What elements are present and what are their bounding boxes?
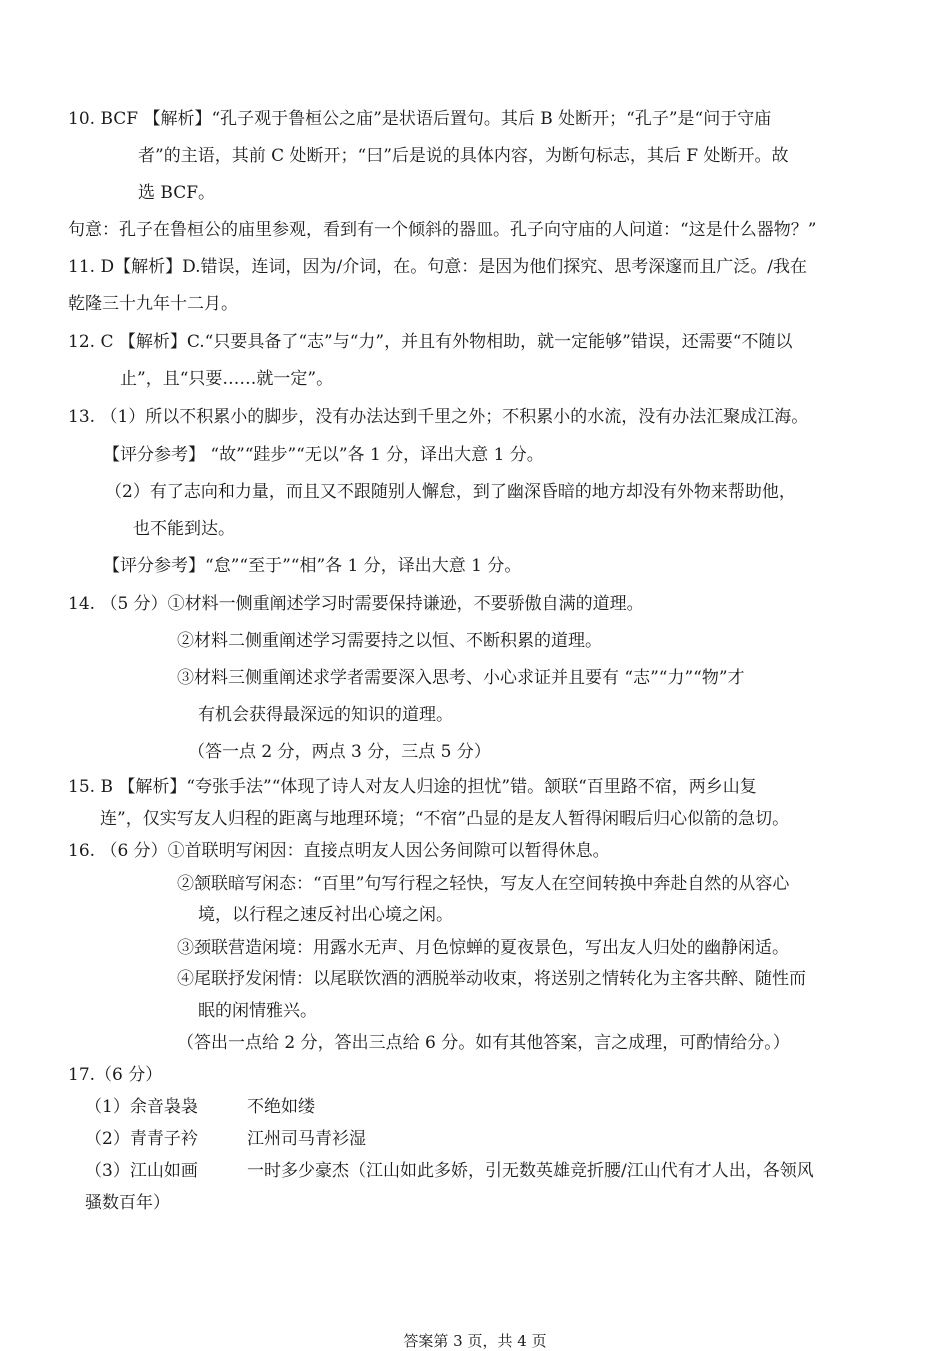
q13-part2-line1: （2）有了志向和力量，而且又不跟随别人懈怠，到了幽深昏暗的地方却没有外物来帮助他， xyxy=(105,482,796,502)
q14-line2: ②材料二侧重阐述学习需要持之以恒、不断积累的道理。 xyxy=(177,631,602,651)
q17-item-answer: 一时多少豪杰（江山如此多娇，引无数英雄竞折腰/江山代有才人出，各领风 xyxy=(247,1161,814,1181)
q13-part1: 13. （1）所以不积累小的脚步，没有办法达到千里之外；不积累小的水流，没有办法汇聚成江海。 xyxy=(68,407,809,427)
q14-line1: 14. （5 分）①材料一侧重阐述学习时需要保持谦逊，不要骄傲自满的道理。 xyxy=(68,594,644,614)
q14-line4: 有机会获得最深远的知识的道理。 xyxy=(198,705,453,725)
q17-item-wrap: 骚数百年） xyxy=(85,1193,170,1213)
q10-line2: 者”的主语，其前 C 处断开；“曰”后是说的具体内容，为断句标志，其后 F 处断开。故 xyxy=(138,146,789,166)
q16-line6: 眠的闲情雅兴。 xyxy=(198,1001,317,1021)
q15-line1: 15. B 【解析】“夸张手法”“体现了诗人对友人归途的担忧”错。颔联“百里路不宿，两乡山复 xyxy=(68,777,757,797)
q14-line3: ③材料三侧重阐述求学者需要深入思考、小心求证并且要有 “志”“力”“物”才 xyxy=(177,668,745,688)
page-footer: 答案第 3 页，共 4 页 xyxy=(403,1332,547,1350)
q17-header: 17.（6 分） xyxy=(68,1065,163,1085)
q17-item-label: （2）青青子衿 xyxy=(85,1129,198,1149)
q16-line3: 境，以行程之速反衬出心境之闲。 xyxy=(198,905,453,925)
q10-translation: 句意：孔子在鲁桓公的庙里参观，看到有一个倾斜的器皿。孔子向守庙的人问道：“这是什么器物？” xyxy=(68,220,817,240)
q11-line1: 11. D【解析】D.错误，连词，因为/介词，在。句意：是因为他们探究、思考深邃而且广泛。/我在 xyxy=(68,257,807,277)
q15-line2: 连”，仅实写友人归程的距离与地理环境；“不宿”凸显的是友人暂得闲暇后归心似箭的急切。 xyxy=(100,809,790,829)
q17-item-label: （1）余音袅袅 xyxy=(85,1097,198,1117)
q11-line2: 乾隆三十九年十二月。 xyxy=(68,294,238,314)
q10-line3: 选 BCF。 xyxy=(138,183,216,203)
q17-item-label: （3）江山如画 xyxy=(85,1161,198,1181)
q16-scoring: （答出一点给 2 分，答出三点给 6 分。如有其他答案，言之成理，可酌情给分。） xyxy=(177,1033,790,1053)
q12-line2: 止”，且“只要……就一定”。 xyxy=(120,369,334,389)
q16-line1: 16. （6 分）①首联明写闲因：直接点明友人因公务间隙可以暂得休息。 xyxy=(68,841,610,861)
q10-line1: 10. BCF 【解析】“孔子观于鲁桓公之庙”是状语后置句。其后 B 处断开；“孔子”是“问于守庙 xyxy=(68,109,772,129)
q14-scoring: （答一点 2 分，两点 3 分，三点 5 分） xyxy=(188,742,491,762)
q17-item-answer: 江州司马青衫湿 xyxy=(247,1129,366,1149)
q16-line4: ③颈联营造闲境：用露水无声、月色惊蝉的夏夜景色，写出友人归处的幽静闲适。 xyxy=(177,938,789,958)
q13-score2: 【评分参考】“怠”“至于”“相”各 1 分，译出大意 1 分。 xyxy=(103,556,522,576)
q12-line1: 12. C 【解析】C.“只要具备了“志”与“力”，并且有外物相助，就一定能够”错误，还需要“不随以 xyxy=(68,332,793,352)
q16-line5: ④尾联抒发闲情：以尾联饮酒的洒脱举动收束，将送别之情转化为主客共醉、随性而 xyxy=(177,969,806,989)
q13-part2-line2: 也不能到达。 xyxy=(133,519,235,539)
q13-score1: 【评分参考】 “故”“跬步”“无以”各 1 分，译出大意 1 分。 xyxy=(103,445,544,465)
q17-item-answer: 不绝如缕 xyxy=(247,1097,315,1117)
q16-line2: ②颔联暗写闲态：“百里”句写行程之轻快，写友人在空间转换中奔赴自然的从容心 xyxy=(177,874,790,894)
